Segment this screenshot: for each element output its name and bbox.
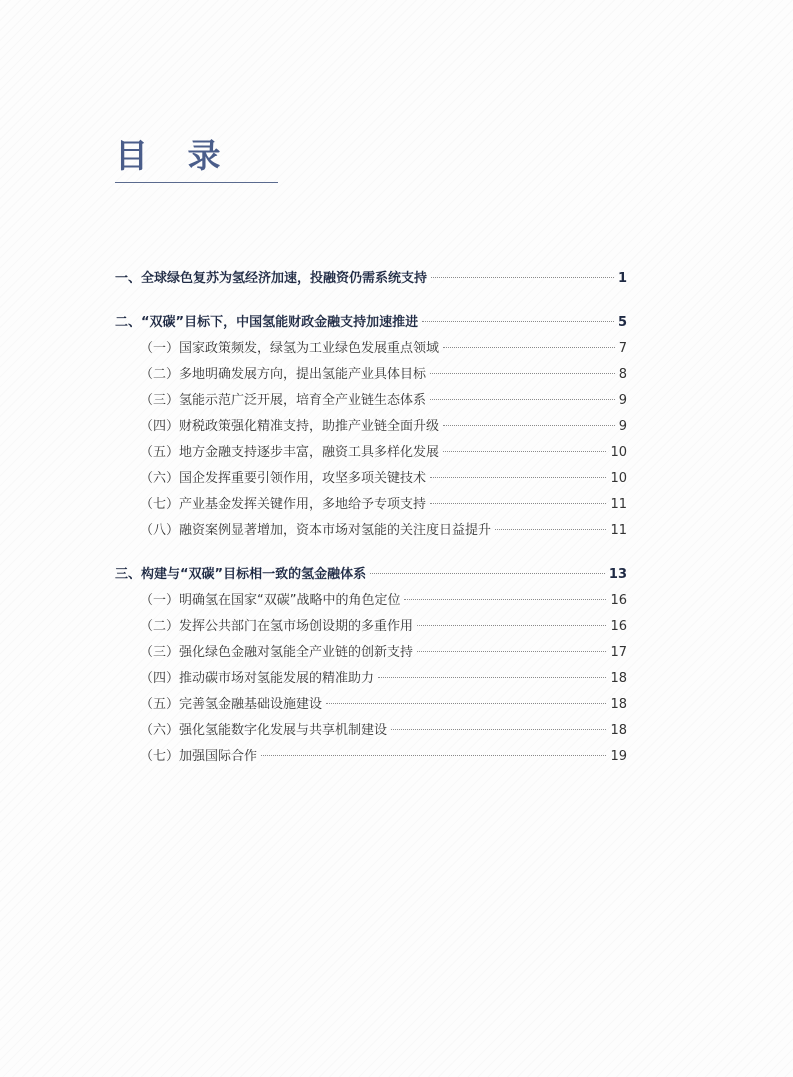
toc-subsection-title: （一）国家政策频发，绿氢为工业绿色发展重点领域 [140, 341, 440, 356]
leader-dots [422, 321, 614, 322]
toc-subsection-title: （七）产业基金发挥关键作用，多地给予专项支持 [140, 497, 427, 512]
toc-subsection-entry[interactable] [115, 366, 627, 392]
leader-dots [370, 573, 605, 574]
toc-subsection-title: （七）加强国际合作 [140, 749, 258, 764]
toc-page-number: 18 [610, 723, 627, 738]
table-of-contents [115, 270, 627, 774]
leader-dots [430, 503, 606, 504]
toc-page-number: 16 [610, 619, 627, 634]
page-title: 目 录 [115, 136, 235, 175]
title-underline [115, 182, 278, 183]
toc-page-number: 11 [610, 523, 627, 538]
toc-page-number: 5 [617, 315, 627, 330]
toc-subsection-entry[interactable] [115, 670, 627, 696]
toc-subsection-entry[interactable] [115, 592, 627, 618]
toc-subsection-title: （八）融资案例显著增加，资本市场对氢能的关注度日益提升 [140, 523, 492, 538]
leader-dots [417, 625, 606, 626]
toc-subsection-title: （一）明确氢在国家“双碳”战略中的角色定位 [140, 593, 401, 608]
toc-subsection-entry[interactable] [115, 444, 627, 470]
toc-subsection-entry[interactable] [115, 496, 627, 522]
toc-subsection-entry[interactable] [115, 522, 627, 548]
toc-section-title: 二、“双碳”目标下，中国氢能财政金融支持加速推进 [115, 315, 419, 330]
toc-page-number: 13 [608, 567, 627, 582]
leader-dots [443, 451, 606, 452]
toc-page-number: 10 [610, 471, 627, 486]
toc-page-number: 18 [610, 671, 627, 686]
leader-dots [417, 651, 606, 652]
toc-subsection-title: （五）完善氢金融基础设施建设 [140, 697, 323, 712]
leader-dots [495, 529, 606, 530]
toc-subsection-title: （四）财税政策强化精准支持，助推产业链全面升级 [140, 419, 440, 434]
toc-page-number: 18 [610, 697, 627, 712]
toc-subsection-title: （二）发挥公共部门在氢市场创设期的多重作用 [140, 619, 414, 634]
leader-dots [443, 347, 615, 348]
toc-section-entry[interactable] [115, 566, 627, 592]
toc-subsection-title: （四）推动碳市场对氢能发展的精准助力 [140, 671, 375, 686]
toc-subsection-title: （五）地方金融支持逐步丰富，融资工具多样化发展 [140, 445, 440, 460]
leader-dots [430, 477, 606, 478]
toc-page-number: 17 [610, 645, 627, 660]
toc-page-number: 9 [618, 419, 627, 434]
toc-page-number: 19 [610, 749, 627, 764]
toc-page-number: 7 [618, 341, 627, 356]
toc-subsection-entry[interactable] [115, 748, 627, 774]
toc-section-title: 三、构建与“双碳”目标相一致的氢金融体系 [115, 567, 367, 582]
toc-subsection-title: （六）强化氢能数字化发展与共享机制建设 [140, 723, 388, 738]
toc-subsection-title: （六）国企发挥重要引领作用，攻坚多项关键技术 [140, 471, 427, 486]
toc-page-number: 10 [610, 445, 627, 460]
toc-section-entry[interactable] [115, 314, 627, 340]
leader-dots [404, 599, 606, 600]
toc-subsection-entry[interactable] [115, 340, 627, 366]
toc-subsection-entry[interactable] [115, 722, 627, 748]
toc-subsection-entry[interactable] [115, 392, 627, 418]
leader-dots [391, 729, 606, 730]
toc-subsection-entry[interactable] [115, 470, 627, 496]
leader-dots [261, 755, 606, 756]
toc-section-entry[interactable] [115, 270, 627, 296]
toc-subsection-entry[interactable] [115, 418, 627, 444]
leader-dots [378, 677, 606, 678]
toc-section-title: 一、全球绿色复苏为氢经济加速，投融资仍需系统支持 [115, 271, 428, 286]
toc-subsection-entry[interactable] [115, 618, 627, 644]
toc-subsection-entry[interactable] [115, 696, 627, 722]
leader-dots [430, 373, 615, 374]
leader-dots [326, 703, 606, 704]
toc-subsection-title: （二）多地明确发展方向，提出氢能产业具体目标 [140, 367, 427, 382]
toc-subsection-entry[interactable] [115, 644, 627, 670]
toc-page-number: 1 [617, 271, 627, 286]
toc-subsection-title: （三）强化绿色金融对氢能全产业链的创新支持 [140, 645, 414, 660]
toc-subsection-title: （三）氢能示范广泛开展，培育全产业链生态体系 [140, 393, 427, 408]
leader-dots [431, 277, 614, 278]
leader-dots [443, 425, 615, 426]
leader-dots [430, 399, 615, 400]
toc-page-number: 11 [610, 497, 627, 512]
toc-page-number: 8 [618, 367, 627, 382]
toc-page-number: 16 [610, 593, 627, 608]
toc-page-number: 9 [618, 393, 627, 408]
